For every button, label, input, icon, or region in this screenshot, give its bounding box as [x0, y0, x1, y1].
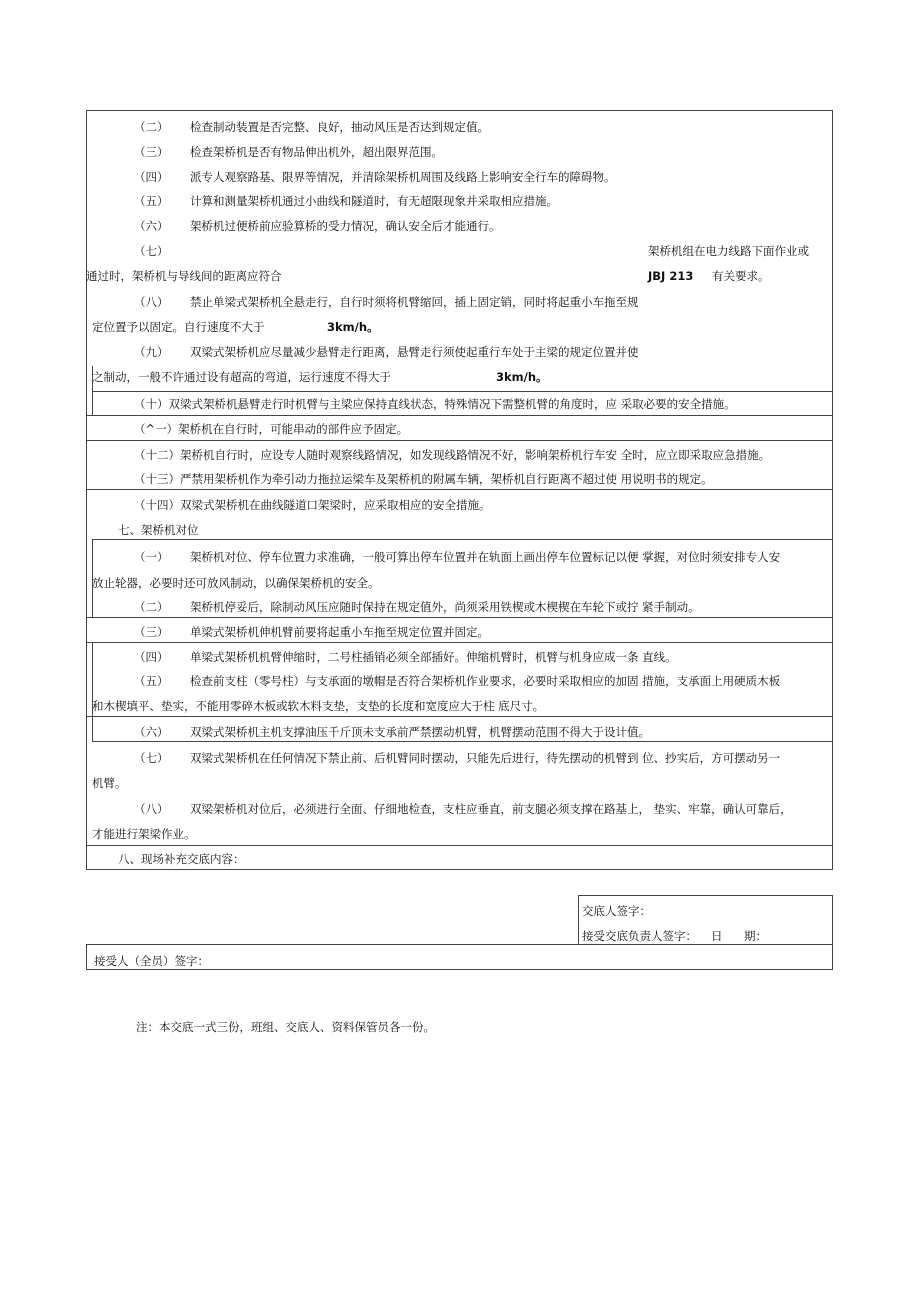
item-text-continued: 之制动，一般不许通过设有超高的弯道，运行速度不得大于 — [92, 370, 391, 384]
row-divider — [92, 391, 833, 392]
standard-code: JBJ 213 — [648, 269, 694, 283]
row-divider — [86, 440, 833, 441]
item-text-continued: 通过时，架桥机与导线间的距离应符合 — [86, 269, 282, 283]
item-number: （五） — [134, 194, 169, 208]
item-text: 架桥机过便桥前应验算桥的受力情况，确认安全后才能通行。 — [190, 219, 501, 233]
row-divider — [86, 415, 833, 416]
section-heading: 七、架桥机对位 — [118, 523, 199, 537]
date-label-suffix: 期： — [744, 929, 767, 943]
item-number: （四） — [134, 170, 169, 184]
section-heading: 八、现场补充交底内容： — [118, 852, 245, 866]
item-text: 检查前支柱（零号柱）与支承面的墩帽是否符合架桥机作业要求，必要时采取相应的加固 措施，支承面上用硬质木板 — [190, 674, 781, 688]
signature-box-bottom — [86, 969, 833, 970]
item-text: 架桥机停妥后，除制动风压应随时保持在规定值外，尚须采用铁楔或木楔楔在车轮下或拧 紧手制动。 — [190, 600, 700, 614]
item-text: 有关要求。 — [712, 269, 770, 283]
item-number: （八） — [134, 295, 169, 309]
item-number: （二） — [134, 600, 169, 614]
item-number: （六） — [134, 725, 169, 739]
item-text: 双梁式架桥机应尽量减少悬臂走行距离，悬臂走行须使起重行车处于主梁的规定位置并使 — [190, 345, 639, 359]
item-text-continued: 放止轮器，必要时还可放风制动，以确保架桥机的安全。 — [92, 576, 380, 590]
item-text: 计算和测量架桥机通过小曲线和隧道时，有无超限现象并采取相应措施。 — [190, 194, 558, 208]
table-border-left — [86, 110, 87, 870]
table-border-top — [86, 110, 833, 111]
item-text: 双梁式架桥机主机支撑油压千斤顶未支承前严禁摆动机臂，机臂摆动范围不得大于设计值。 — [190, 725, 650, 739]
item-text-continued: 定位置予以固定。自行速度不大于 — [92, 320, 265, 334]
item-text: 检查架桥机是否有物品伸出机外，超出限界范围。 — [190, 145, 443, 159]
item-number: （七） — [134, 244, 169, 258]
row-divider — [86, 642, 833, 643]
item-number: （八） — [134, 802, 169, 816]
item-number: （九） — [134, 345, 169, 359]
receiver-signature-label: 接受人（全员）签字： — [94, 954, 209, 968]
item-text: （十四）双梁式架桥机在曲线隧道口架梁时，应采取相应的安全措施。 — [134, 498, 491, 512]
item-number: （五） — [134, 674, 169, 688]
row-divider — [86, 489, 833, 490]
item-number: （七） — [134, 751, 169, 765]
discloser-signature-label: 交底人签字： — [582, 904, 651, 918]
item-text: 检查制动装置是否完整、良好，抽动风压是否达到规定值。 — [190, 120, 489, 134]
item-text: （^一）架桥机在自行时，可能串动的部件应予固定。 — [134, 422, 409, 436]
signature-box-right — [832, 895, 833, 970]
item-text-continued: 和木楔填平、垫实，不能用零碎木板或软木料支垫，支垫的长度和宽度应大于柱 底尺寸。 — [92, 699, 545, 713]
row-divider — [92, 741, 833, 742]
speed-value: 3km/h。 — [327, 320, 379, 334]
item-text: 单梁式架桥机伸机臂前要将起重小车拖至规定位置并固定。 — [190, 625, 489, 639]
speed-value: 3km/h。 — [496, 370, 548, 384]
row-divider — [86, 716, 833, 717]
item-text: 双梁式架桥机在任何情况下禁止前、后机臂同时摆动，只能先后进行，待先摆动的机臂到 位、抄实后，方可摆动另一 — [190, 751, 781, 765]
item-text: 单梁式架桥机机臂伸缩时，二号柱插销必须全部插好。伸缩机臂时，机臂与机身应成一条 直线。 — [190, 650, 677, 664]
item-text: （十三）严禁用架桥机作为牵引动力拖拉运梁车及架桥机的附属车辆，架桥机自行距离不超过使 用说明书的规定。 — [134, 472, 713, 486]
signature-box-left — [578, 895, 579, 945]
item-number: （四） — [134, 650, 169, 664]
item-text: （十）双梁式架桥机悬臂走行时机臂与主梁应保持直线状态，特殊情况下需整机臂的角度时，应 采取必要的安全措施。 — [134, 397, 736, 411]
date-label: 日 — [711, 929, 723, 943]
item-number: （二） — [134, 120, 169, 134]
item-number: （三） — [134, 145, 169, 159]
item-text: 双梁架桥机对位后，必须进行全面、仔细地检查，支柱应垂直，前支腿必须支撑在路基上， 垫实、牢靠，确认可靠后， — [190, 802, 792, 816]
item-number: （六） — [134, 219, 169, 233]
item-number: （三） — [134, 625, 169, 639]
item-text: 架桥机组在电力线路下面作业或 — [648, 244, 809, 258]
footnote: 注：本交底一式三份，班组、交底人、资料保管员各一份。 — [136, 1020, 435, 1034]
item-text: 派专人观察路基、限界等情况，并清除架桥机周围及线路上影响安全行车的障碍物。 — [190, 170, 616, 184]
row-divider — [92, 539, 833, 540]
signature-box-mid — [86, 944, 833, 945]
item-text: （十二）架桥机自行时，应设专人随时观察线路情况，如发现线路情况不好，影响架桥机行车安 全时，应立即采取应急措施。 — [134, 448, 771, 462]
table-border-bottom — [86, 869, 833, 870]
item-text-continued: 机臂。 — [92, 776, 127, 790]
item-text: 架桥机对位、停车位置力求准确，一般可算出停车位置并在轨面上画出停车位置标记以便 掌握，对位时须安排专人安 — [190, 550, 781, 564]
row-divider — [86, 617, 833, 618]
item-text-continued: 才能进行架梁作业。 — [92, 827, 196, 841]
table-border-right — [832, 110, 833, 870]
responsible-signature-label: 接受交底负责人签字： — [582, 929, 697, 943]
inner-vertical-rule — [92, 642, 93, 742]
signature-box-top — [578, 895, 833, 896]
item-text: 禁止单梁式架桥机全悬走行，自行时须将机臂缩回，插上固定销，同时将起重小车拖至规 — [190, 295, 639, 309]
signature-box-left-lower — [86, 944, 87, 970]
row-divider — [86, 845, 833, 846]
item-number: （一） — [134, 550, 169, 564]
